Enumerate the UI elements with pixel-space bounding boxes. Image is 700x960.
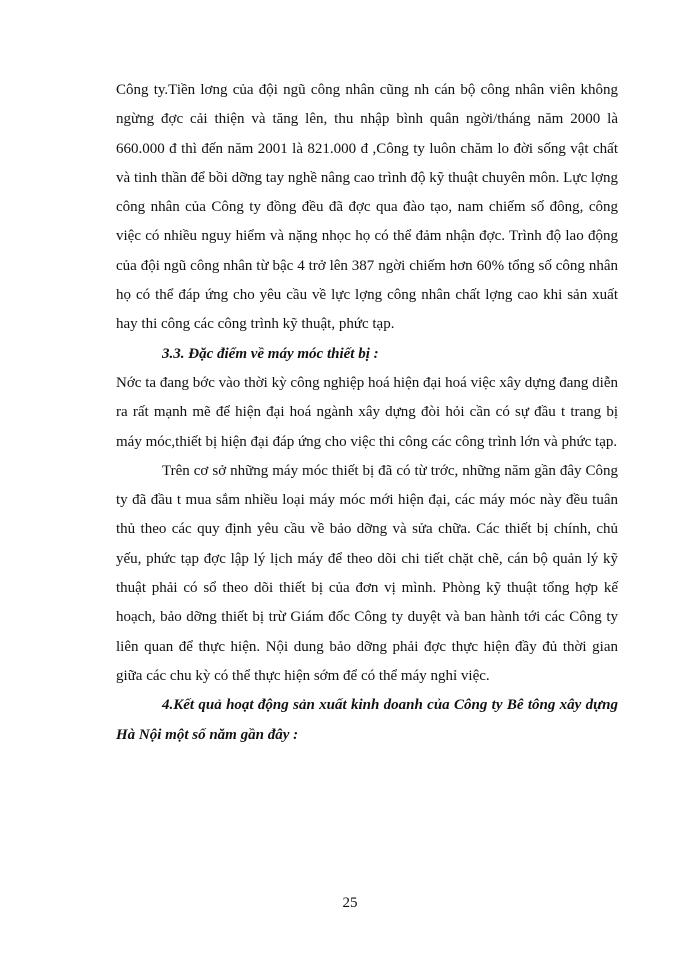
- page-number: 25: [342, 895, 358, 911]
- section-heading-4: 4.Kết quả hoạt động sản xuất kinh doanh của Công ty Bê tông xây dựng Hà Nội một số năm gần đây :: [116, 697, 618, 743]
- paragraph-equipment-details: Trên cơ sở những máy móc thiết bị đã có từ trớc, những năm gần đây Công ty đã đầu t mua sắm nhiều loại máy móc mới hiện đại, các máy móc này đều tuân thủ theo các quy định yêu cầu về bảo dỡng và sửa chữa. Các thiết bị chính, chủ yếu, phức tạp đợc lập lý lịch máy để theo dõi chi tiết chặt chẽ, cán bộ quản lý kỹ thuật phải có sổ theo dõi thiết bị của đơn vị mình. Phòng kỹ thuật tổng hợp kế hoạch, bảo dỡng thiết bị trừ Giám đốc Công ty duyệt và ban hành tới các Công ty liên quan để thực hiện. Nội dung bảo dỡng phải đợc thực hiện đầy đủ thời gian giữa các chu kỳ có thể thực hiện sớm để có thể máy nghỉ việc.: [116, 462, 618, 684]
- paragraph-labor-wages: Công ty.Tiền lơng của đội ngũ công nhân cũng nh cán bộ công nhân viên không ngừng đợc cải thiện và tăng lên, thu nhập bình quân ngời/tháng năm 2000 là 660.000 đ thì đến năm 2001 là 821.000 đ ,Công ty luôn chăm lo đời sống vật chất và tinh thần để bồi dỡng tay nghề nâng cao trình độ kỹ thuật chuyên môn. Lực lợng công nhân của Công ty đồng đều đã đợc qua đào tạo, nam chiếm số đông, công việc có nhiều nguy hiểm và nặng nhọc họ có thể đảm nhận đợc. Trình độ lao động của đội ngũ công nhân từ bậc 4 trở lên 387 ngời chiếm hơn 60% tổng số công nhân họ có thể đáp ứng cho yêu cầu về lực lợng công nhân chất lợng cao khi sản xuất hay thi công các công trình kỹ thuật, phức tạp.: [116, 82, 618, 333]
- document-body: [116, 76, 618, 750]
- section-heading-3-3: 3.3. Đặc điểm về máy móc thiết bị :: [162, 345, 379, 362]
- paragraph-equipment-intro: Nớc ta đang bớc vào thời kỳ công nghiệp hoá hiện đại hoá việc xây dựng đang diễn ra rất mạnh mẽ để hiện đại hoá ngành xây dựng đòi hỏi cần có sự đầu t trang bị máy móc,thiết bị hiện đại đáp ứng cho việc thi công các công trình lớn và phức tạp.: [116, 374, 618, 450]
